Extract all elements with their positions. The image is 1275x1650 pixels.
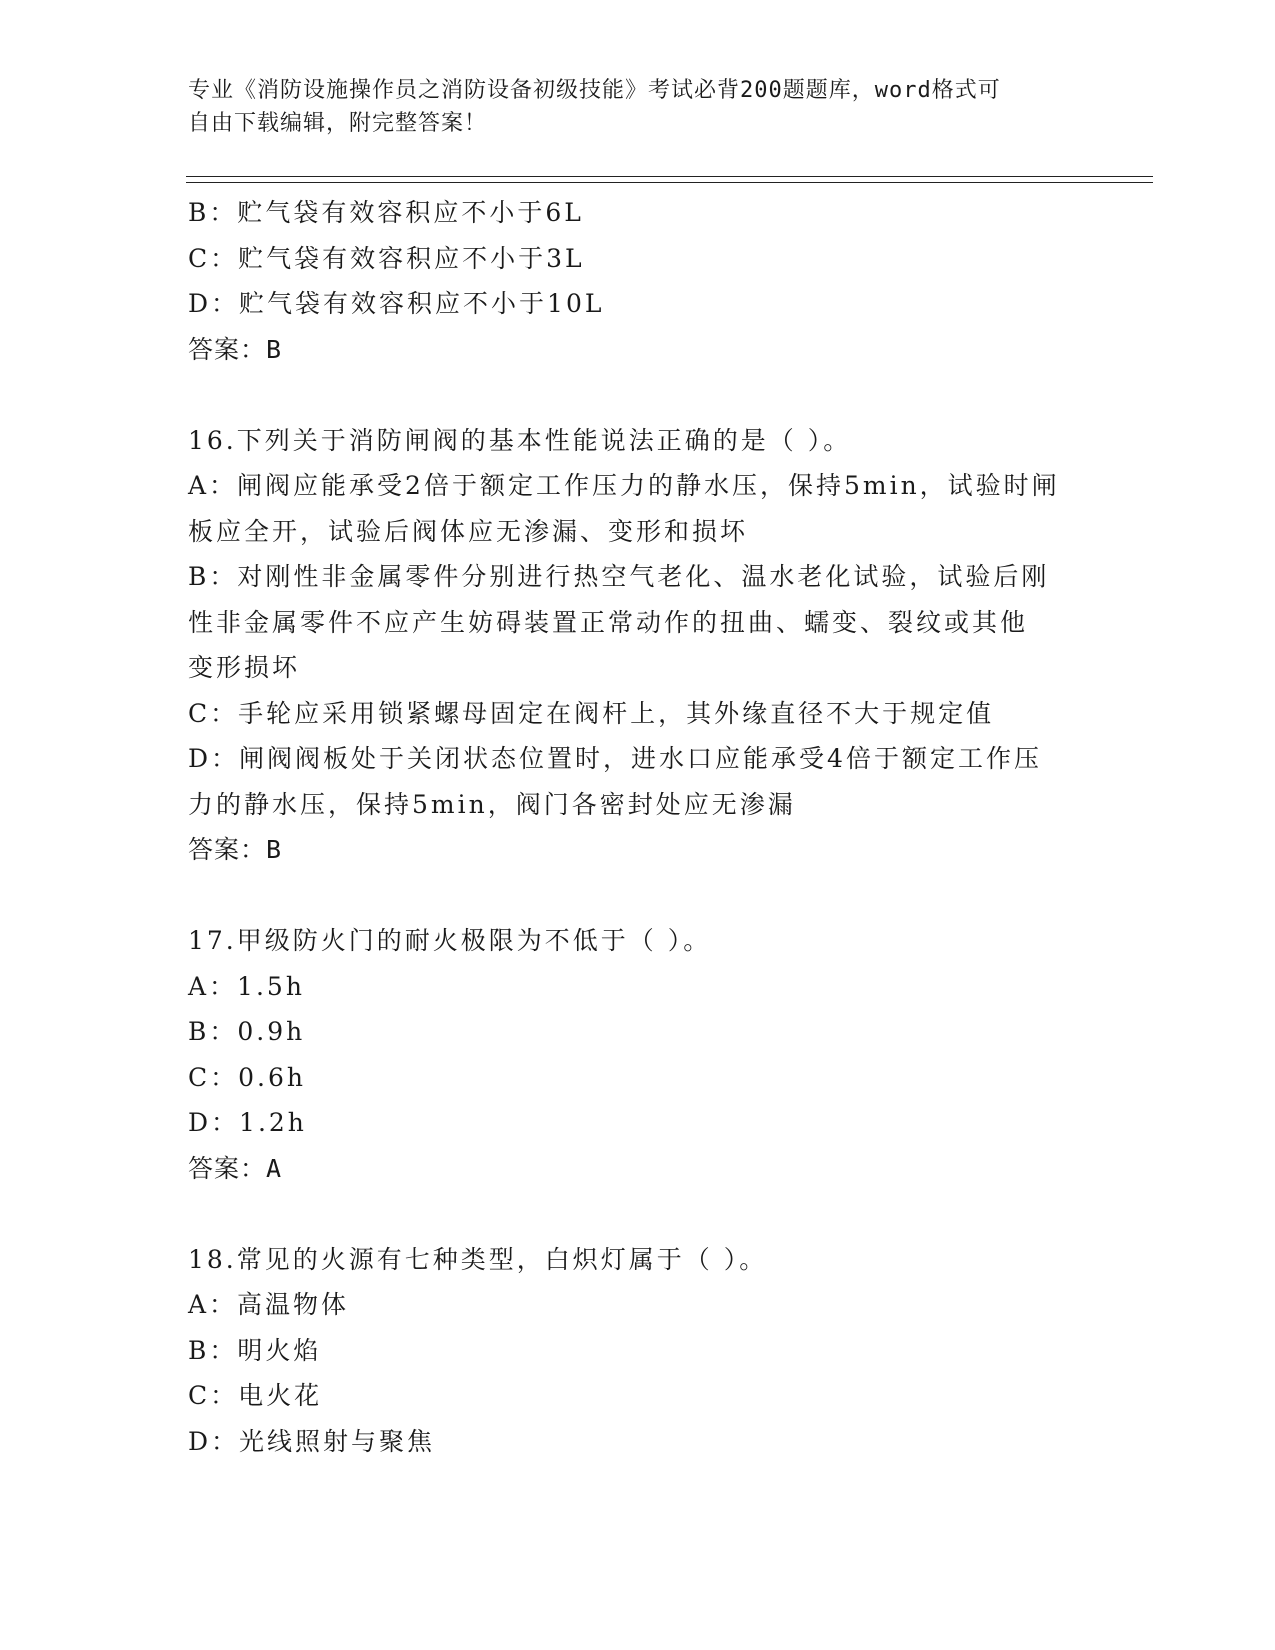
question-content <box>188 190 1088 1464</box>
option-d: D：闸阀阀板处于关闭状态位置时，进水口应能承受4倍于额定工作压 <box>188 744 1042 773</box>
header-divider-bottom <box>186 182 1153 183</box>
answer: 答案：A <box>188 1153 283 1183</box>
option-c: C：电火花 <box>188 1381 323 1410</box>
spacer <box>188 1191 1088 1237</box>
answer: 答案：B <box>188 334 283 364</box>
question-stem: 17.甲级防火门的耐火极限为不低于（ ）。 <box>188 926 712 955</box>
option-a: A：闸阀应能承受2倍于额定工作压力的静水压，保持5min，试验时闸 <box>188 471 1060 500</box>
question-15 <box>188 190 1088 372</box>
question-17 <box>188 918 1088 1191</box>
header-divider-top <box>186 176 1153 177</box>
option-a: A：1.5h <box>188 971 305 1001</box>
option-b: B：0.9h <box>188 1017 306 1046</box>
option-c: C：贮气袋有效容积应不小于3L <box>188 243 585 273</box>
answer: 答案：B <box>188 835 283 864</box>
spacer <box>188 873 1088 919</box>
option-d: D：贮气袋有效容积应不小于10L <box>188 289 605 318</box>
option-d: D：1.2h <box>188 1108 307 1137</box>
header-line-2: 自由下载编辑，附完整答案！ <box>188 111 488 136</box>
option-b-continued: 性非金属零件不应产生妨碍装置正常动作的扭曲、蠕变、裂纹或其他 <box>188 607 1029 637</box>
option-b: B：贮气袋有效容积应不小于6L <box>188 198 584 227</box>
option-d: D：光线照射与聚焦 <box>188 1426 436 1456</box>
option-d-continued: 力的静水压，保持5min，阀门各密封处应无渗漏 <box>188 789 796 819</box>
option-b: B：明火焰 <box>188 1335 322 1365</box>
option-a: A：高温物体 <box>188 1290 350 1319</box>
document-header <box>188 74 1088 140</box>
question-18 <box>188 1237 1088 1465</box>
option-b: B：对刚性非金属零件分别进行热空气老化、温水老化试验，试验后刚 <box>188 562 1050 591</box>
option-c: C：手轮应采用锁紧螺母固定在阀杆上，其外缘直径不大于规定值 <box>188 698 995 728</box>
question-stem: 18.常见的火源有七种类型，白炽灯属于（ ）。 <box>188 1244 768 1274</box>
spacer <box>188 372 1088 418</box>
option-c: C：0.6h <box>188 1062 306 1092</box>
header-line-1: 专业《消防设施操作员之消防设备初级技能》考试必背200题题库，word格式可 <box>188 78 1001 103</box>
option-a-continued: 板应全开，试验后阀体应无渗漏、变形和损坏 <box>188 516 749 546</box>
question-stem: 16.下列关于消防闸阀的基本性能说法正确的是（ ）。 <box>188 425 852 455</box>
question-16 <box>188 418 1088 873</box>
option-b-continued-2: 变形损坏 <box>188 653 301 682</box>
